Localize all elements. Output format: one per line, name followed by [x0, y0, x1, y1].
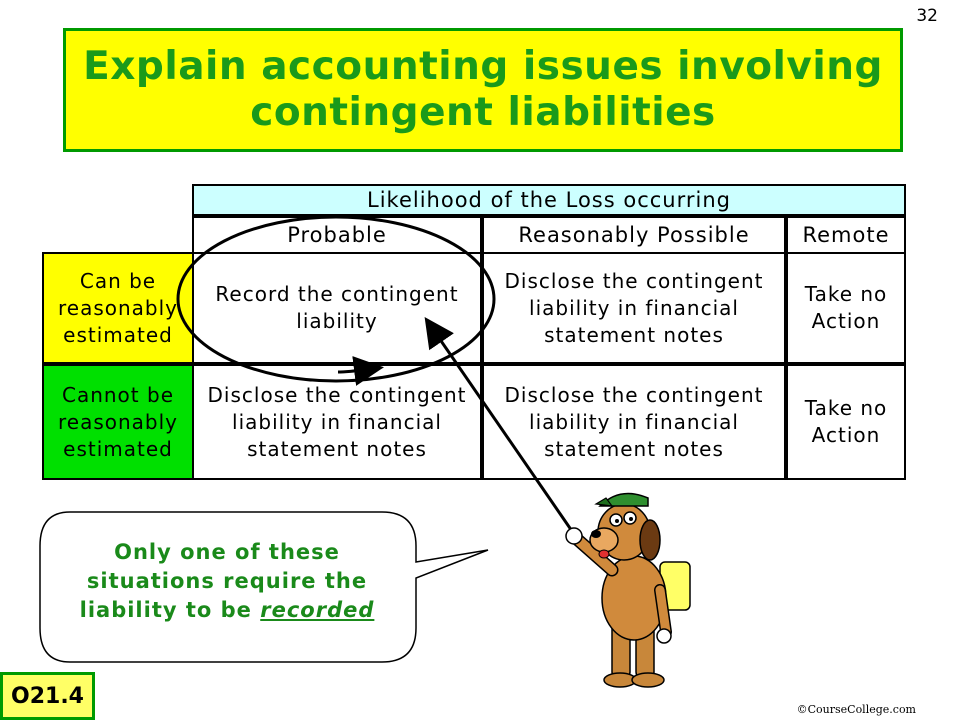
column-header-reasonably-possible: Reasonably Possible — [482, 216, 786, 254]
callout-emphasis: recorded — [260, 598, 375, 622]
callout-line-1: Only one of these — [114, 540, 340, 564]
pointer-line — [428, 322, 574, 534]
cell-probable-estimable: Record the contingent liability — [192, 252, 482, 364]
copyright-credit: ©CourseCollege.com — [796, 703, 916, 716]
row-label-can-be-estimated: Can be reasonably estimated — [42, 252, 194, 364]
highlight-ellipse — [178, 217, 494, 381]
column-header-probable: Probable — [192, 216, 482, 254]
cell-remote-not-estimable: Take no Action — [786, 364, 906, 480]
title-line-1: Explain accounting issues involving — [83, 44, 883, 89]
column-header-remote: Remote — [786, 216, 906, 254]
slide-code: O21.4 — [0, 672, 95, 720]
dog-pointer-icon — [566, 494, 690, 688]
cell-remote-estimable: Take no Action — [786, 252, 906, 364]
callout-line-2: situations require the — [86, 569, 368, 593]
page-number: 32 — [916, 6, 938, 26]
cell-probable-not-estimable: Disclose the contingent liability in financial statement notes — [192, 364, 482, 480]
row-label-cannot-be-estimated: Cannot be reasonably estimated — [42, 364, 194, 480]
likelihood-header: Likelihood of the Loss occurring — [192, 184, 906, 216]
cell-possible-estimable: Disclose the contingent liability in financial statement notes — [482, 252, 786, 364]
cell-possible-not-estimable: Disclose the contingent liability in financial statement notes — [482, 364, 786, 480]
callout-text — [62, 538, 392, 625]
callout-line-3-prefix: liability to be — [79, 598, 261, 622]
title-line-2: contingent liabilities — [250, 90, 716, 135]
curved-arrow — [338, 368, 378, 372]
